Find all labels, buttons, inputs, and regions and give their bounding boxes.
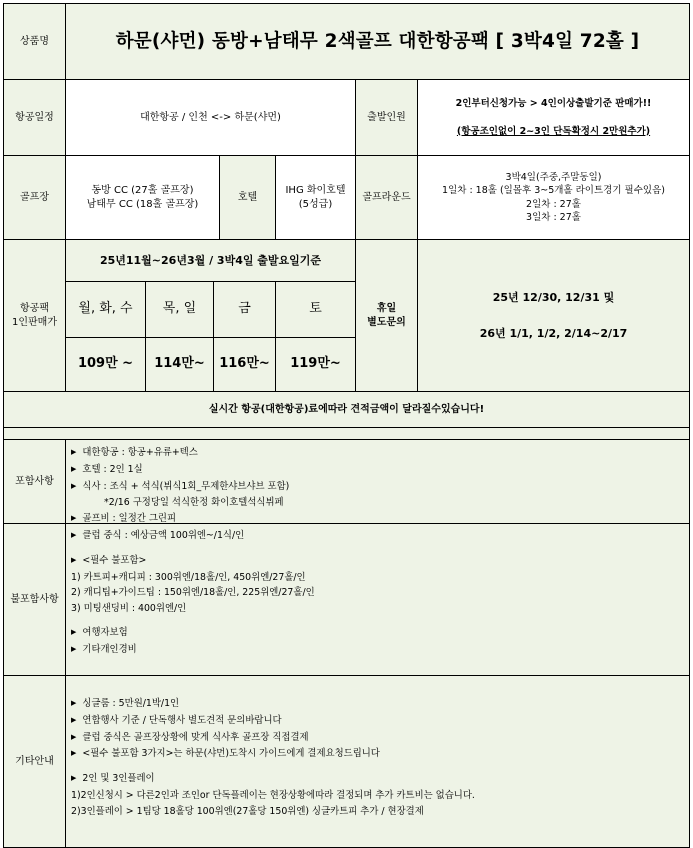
price-label bbox=[4, 240, 66, 392]
etc-label: 기타안내 bbox=[4, 676, 66, 848]
product-info-sheet bbox=[3, 3, 690, 848]
holiday-date-line: 25년 12/30, 12/31 및 bbox=[492, 291, 615, 305]
etc-play-line: 1)2인신청시 > 다른2인과 조인or 단독플레이는 현장상황에따라 결정되며 추가 카트비는 없습니다. bbox=[71, 789, 475, 801]
holiday-dates bbox=[418, 240, 690, 392]
holiday-label-line: 별도문의 bbox=[367, 316, 406, 328]
course-namtaemu: 남태무 CC (18홀 골프장) bbox=[86, 198, 199, 210]
hotel-info bbox=[276, 156, 356, 240]
include-item: ▶ 대한항공 : 항공+유류+텍스 bbox=[71, 445, 689, 462]
price-label-line: 1인판매가 bbox=[11, 316, 57, 328]
departure-info bbox=[418, 80, 690, 156]
price-notice: 실시간 항공(대한항공)료에따라 견적금액이 달라질수있습니다! bbox=[4, 392, 690, 428]
etc-item: ▶ 싱글룸 : 5만원/1박/1인 bbox=[71, 696, 689, 713]
product-label: 상품명 bbox=[4, 4, 66, 80]
hotel-name: IHG 화이호텔 bbox=[285, 184, 346, 196]
price-value-sat: 119만~ bbox=[276, 338, 356, 392]
round-line: 1일차 : 18홀 (일몰후 3~5개홀 라이트경기 필수있음) bbox=[442, 185, 665, 197]
hotel-label: 호텔 bbox=[220, 156, 276, 240]
round-line: 3일차 : 27홀 bbox=[526, 211, 581, 223]
round-line: 3박4일(주중,주말동일) bbox=[505, 171, 602, 183]
flight-label: 항공일정 bbox=[4, 80, 66, 156]
holiday-label bbox=[356, 240, 418, 392]
exclude-other-item: ▶ 기타개인경비 bbox=[71, 642, 689, 659]
exclude-club-meal: ▶ 클럽 중식 : 예상금액 100위엔~/1식/인 bbox=[71, 528, 689, 545]
etc-item: ▶ <필수 불포함 3가지>는 하문(샤먼)도착시 가이드에게 결제요청드립니다 bbox=[71, 746, 689, 763]
etc-item: ▶ 클럽 중식은 골프장상황에 맞게 식사후 골프장 직접결제 bbox=[71, 730, 689, 747]
include-item: ▶ 골프비 : 일정간 그린피 bbox=[71, 511, 689, 528]
golf-courses bbox=[66, 156, 220, 240]
price-day-mon-wed: 월, 화, 수 bbox=[66, 282, 146, 338]
round-line: 2일차 : 27홀 bbox=[526, 198, 581, 210]
holiday-label-line: 휴일 bbox=[376, 302, 397, 314]
etc-list bbox=[66, 676, 690, 848]
hotel-grade: (5성급) bbox=[298, 198, 333, 210]
spacer-row bbox=[4, 428, 690, 440]
course-dongbang: 동방 CC (27홀 골프장) bbox=[91, 184, 194, 196]
price-value-fri: 116만~ bbox=[214, 338, 276, 392]
round-schedule bbox=[418, 156, 690, 240]
includes-label: 포함사항 bbox=[4, 440, 66, 524]
etc-item: ▶ 연합행사 기준 / 단독행사 별도견적 문의바랍니다 bbox=[71, 713, 689, 730]
exclude-other-item: ▶ 여행자보험 bbox=[71, 625, 689, 642]
price-value-thu-sun: 114만~ bbox=[146, 338, 214, 392]
excludes-label: 불포함사항 bbox=[4, 524, 66, 676]
departure-surcharge: (항공조인없이 2~3인 단독확정시 2만원추가) bbox=[456, 125, 651, 137]
price-period: 25년11월~26년3월 / 3박4일 출발요일기준 bbox=[66, 240, 356, 282]
product-title: 하문(샤먼) 동방+남태무 2색골프 대한항공팩 [ 3박4일 72홀 ] bbox=[66, 4, 690, 80]
price-day-thu-sun: 목, 일 bbox=[146, 282, 214, 338]
exclude-required-item: 1) 카트피+캐디피 : 300위엔/18홀/인, 450위엔/27홀/인 bbox=[71, 571, 306, 583]
exclude-required-item: 3) 미팅샌딩비 : 400위엔/인 bbox=[71, 603, 187, 615]
price-day-sat: 토 bbox=[276, 282, 356, 338]
include-item: ▶ 식사 : 조식 + 석식(뷔식1회_무제한샤브샤브 포함) bbox=[71, 479, 689, 496]
holiday-date-line: 26년 1/1, 1/2, 2/14~2/17 bbox=[479, 326, 628, 340]
golf-label: 골프장 bbox=[4, 156, 66, 240]
etc-play-line: 2)3인플레이 > 1팀당 18홀당 100위엔(27홀당 150위엔) 싱글카트피 추가 / 현장결제 bbox=[71, 805, 424, 817]
departure-condition: 2인부터신청가능 > 4인이상출발기준 판매가!! bbox=[455, 98, 652, 110]
exclude-required-title: ▶ <필수 불포함> bbox=[71, 553, 689, 570]
price-label-line: 항공팩 bbox=[20, 302, 49, 314]
excludes-list bbox=[66, 524, 690, 676]
round-label: 골프라운드 bbox=[356, 156, 418, 240]
includes-list bbox=[66, 440, 690, 524]
include-note: *2/16 구정당일 석식한정 화이호텔석식뷔페 bbox=[104, 497, 284, 509]
departure-label: 출발인원 bbox=[356, 80, 418, 156]
etc-play-title: ▶ 2인 및 3인플레이 bbox=[71, 771, 689, 788]
price-day-fri: 금 bbox=[214, 282, 276, 338]
price-value-mon-wed: 109만 ~ bbox=[66, 338, 146, 392]
flight-route: 대한항공 / 인천 <-> 하문(샤먼) bbox=[66, 80, 356, 156]
include-item: ▶ 호텔 : 2인 1실 bbox=[71, 462, 689, 479]
exclude-required-item: 2) 캐디팁+가이드팁 : 150위엔/18홀/인, 225위엔/27홀/인 bbox=[71, 587, 315, 599]
